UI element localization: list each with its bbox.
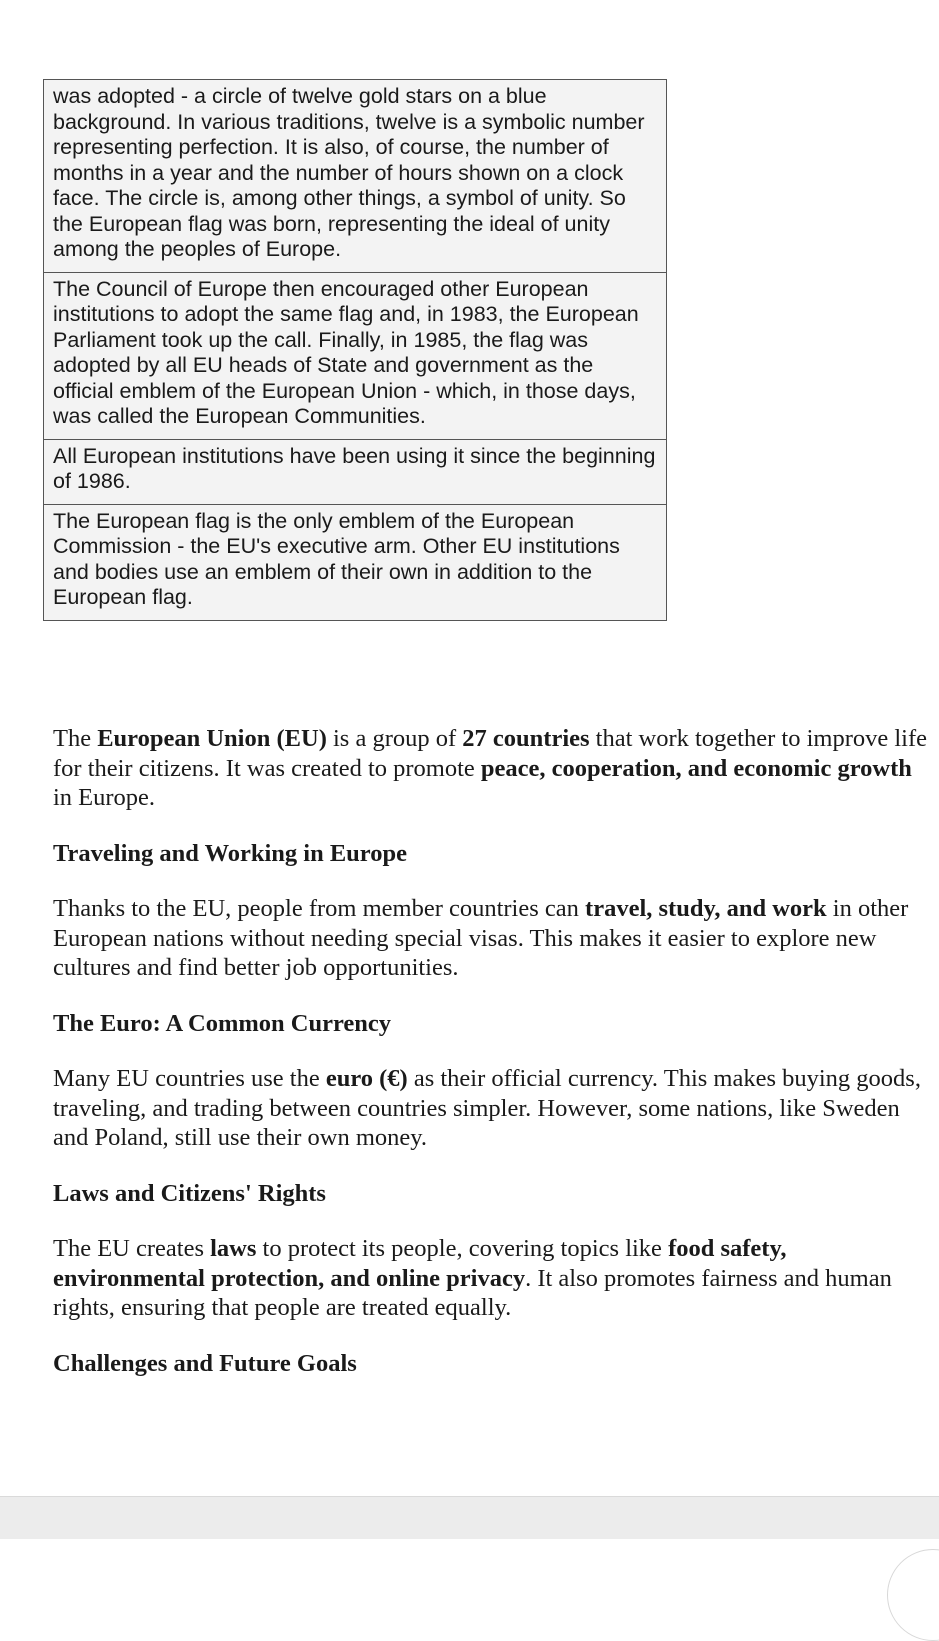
eu-article [53,724,933,1378]
table-row [44,504,667,620]
flag-history-table [43,79,667,621]
table-cell: was adopted - a circle of twelve gold stars on a blue background. In various traditions, twelve is a symbolic number representing perfection. It is also, of course, the number of months in a year and the number of hours shown on a clock face. The circle is, among other things, a symbol of unity. So the European flag was born, representing the ideal of unity among the peoples of Europe. [44,80,667,273]
table-row [44,80,667,273]
heading-laws: Laws and Citizens' Rights [53,1179,326,1207]
table-cell: All European institutions have been using it since the beginning of 1986. [44,439,667,504]
intro-paragraph: The European Union (EU) is a group of 27 countries that work together to improve life for their citizens. It was created to promote peace, cooperation, and economic growth in Europe. [53,725,927,811]
table-row [44,272,667,439]
table-cell: The European flag is the only emblem of the European Commission - the EU's executive arm. Other EU institutions and bodies use an emblem of their own in addition to the European flag. [44,504,667,620]
heading-euro: The Euro: A Common Currency [53,1009,392,1037]
corner-fab [887,1549,939,1641]
table-row [44,439,667,504]
travel-paragraph: Thanks to the EU, people from member countries can travel, study, and work in other European nations without needing special visas. This makes it easier to explore new cultures and find better job opportunities. [53,895,909,981]
euro-paragraph: Many EU countries use the euro (€) as their official currency. This makes buying goods, traveling, and trading between countries simpler. However, some nations, like Sweden and Poland, still use their own money. [53,1065,921,1151]
heading-travel: Traveling and Working in Europe [53,839,407,867]
heading-challenges: Challenges and Future Goals [53,1349,357,1377]
page-bottom-bar [0,1496,939,1539]
laws-paragraph: The EU creates laws to protect its people, covering topics like food safety, environmental protection, and online privacy. It also promotes fairness and human rights, ensuring that people are treated equally. [53,1235,892,1321]
table-cell: The Council of Europe then encouraged other European institutions to adopt the same flag and, in 1983, the European Parliament took up the call. Finally, in 1985, the flag was adopted by all EU heads of State and government as the official emblem of the European Union - which, in those days, was called the European Communities. [44,272,667,439]
